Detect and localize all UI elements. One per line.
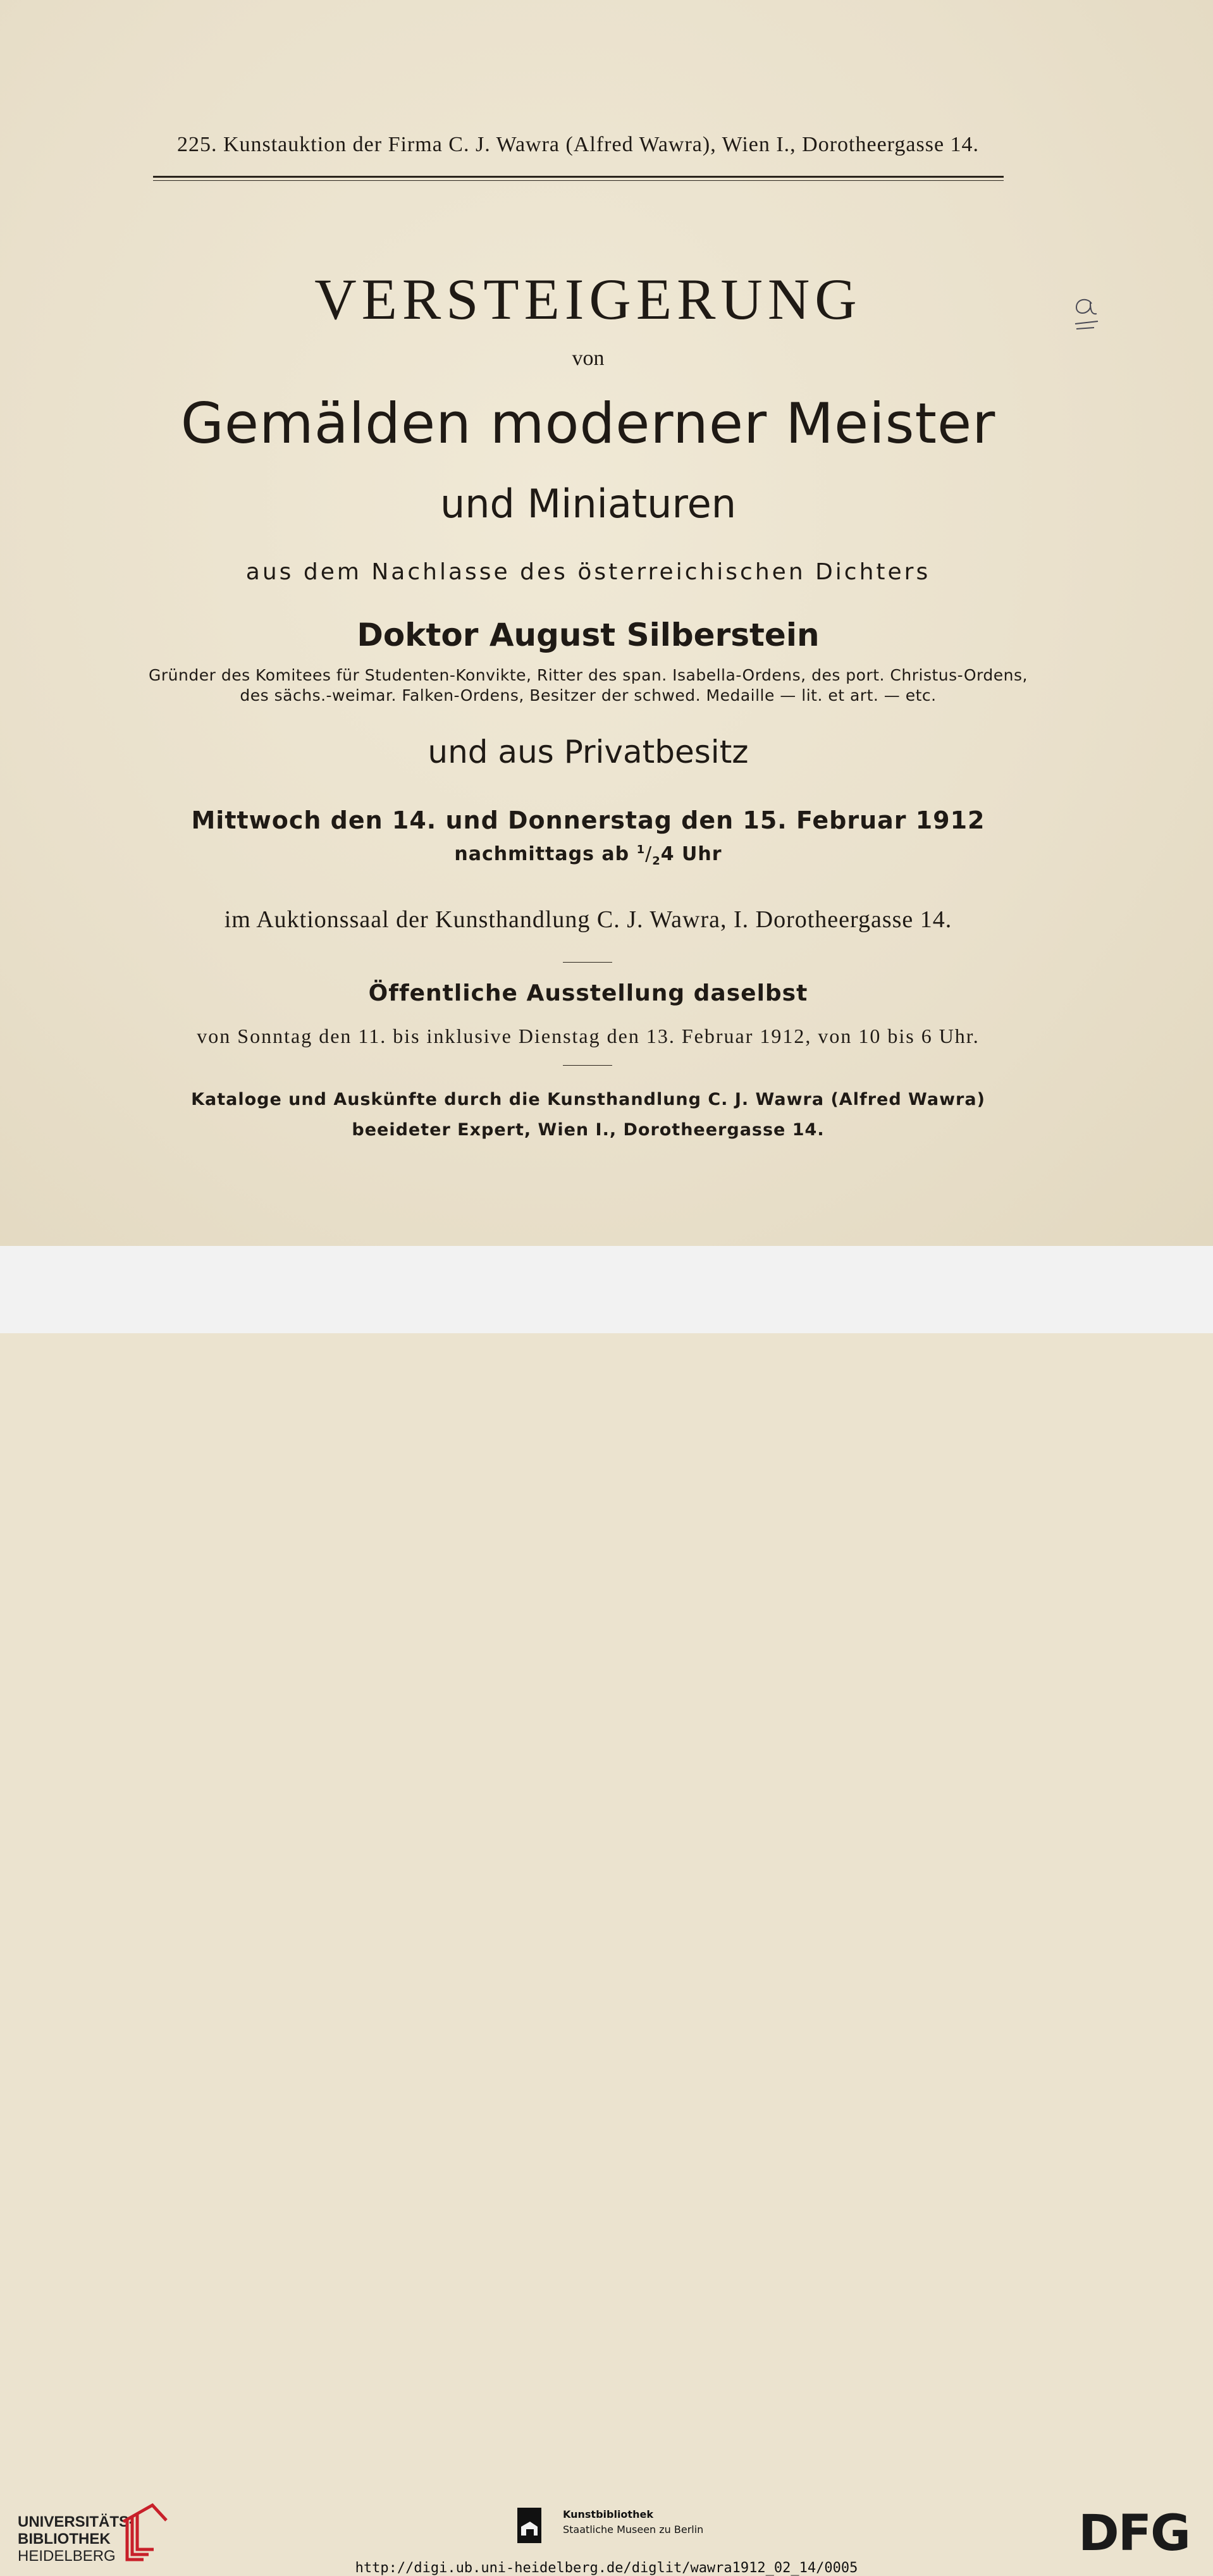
poet-name: Doktor August Silberstein [357, 617, 820, 653]
header-rule-thick [153, 176, 1004, 178]
digitization-footer [0, 1246, 1213, 2576]
subtitle-paintings: Gemälden moderner Meister [180, 391, 996, 456]
ub-heidelberg-wordmark [18, 2513, 134, 2565]
catalog-info-line-1: Kataloge und Auskünfte durch die Kunsthandlung C. J. Wawra (Alfred Wawra) [191, 1090, 985, 1109]
auction-dates: Mittwoch den 14. und Donnerstag den 15. Februar 1912 [191, 806, 985, 834]
credentials-line-2: des sächs.-weimar. Falken-Ordens, Besitzer der schwed. Medaille — lit. et art. — etc. [240, 686, 937, 705]
divider-rule [563, 962, 612, 963]
kb-line-1: Kunstbibliothek [563, 2508, 653, 2520]
exhibition-dates: von Sonntag den 11. bis inklusive Dienstag den 13. Februar 1912, von 10 bis 6 Uhr. [197, 1025, 980, 1047]
ub-line-1: UNIVERSITÄTS- [18, 2513, 135, 2530]
catalog-info-line-2: beeideter Expert, Wien I., Dorotheergasse 14. [352, 1120, 825, 1140]
title-von: von [572, 347, 605, 370]
document-title: VERSTEIGERUNG [314, 267, 862, 331]
kunstbibliothek-wordmark [563, 2507, 703, 2537]
ub-line-2: BIBLIOTHEK [18, 2530, 111, 2548]
page-header: 225. Kunstauktion der Firma C. J. Wawra (Alfred Wawra), Wien I., Dorotheergasse 14. [176, 133, 980, 156]
ub-line-3: HEIDELBERG [18, 2548, 116, 2565]
auction-time-prefix: nachmittags ab [454, 843, 637, 865]
divider-rule [563, 1065, 612, 1066]
exhibition-title: Öffentliche Ausstellung daselbst [368, 980, 808, 1006]
handwritten-annotation [1069, 291, 1107, 335]
header-rule-thin [153, 180, 1004, 181]
permalink-url[interactable]: http://digi.ub.uni-heidelberg.de/diglit/wawra1912_02_14/0005 [355, 2560, 858, 2576]
ub-heidelberg-logo-icon [122, 2501, 168, 2562]
fraction-numerator: 1 [636, 843, 646, 856]
credentials-line-1: Gründer des Komitees für Studenten-Konvikte, Ritter des span. Isabella-Ordens, des port. Christus-Ordens, [149, 666, 1028, 684]
fraction-denominator: 2 [652, 854, 661, 868]
kb-line-2: Staatliche Museen zu Berlin [563, 2524, 704, 2536]
subtitle-estate: aus dem Nachlasse des österreichischen Dichters [245, 559, 931, 585]
auction-time: nachmittags ab $^1/_24$ Uhr [454, 843, 722, 868]
auction-place: im Auktionssaal der Kunsthandlung C. J. Wawra, I. Dorotheergasse 14. [224, 906, 952, 933]
auction-time-suffix: 4 Uhr [660, 843, 722, 865]
scanned-page [0, 0, 1213, 1246]
dfg-logo: DFG [1078, 2505, 1190, 2562]
private-ownership: und aus Privatbesitz [428, 734, 749, 770]
subtitle-miniatures: und Miniaturen [440, 481, 737, 527]
kunstbibliothek-logo-icon [517, 2508, 541, 2543]
